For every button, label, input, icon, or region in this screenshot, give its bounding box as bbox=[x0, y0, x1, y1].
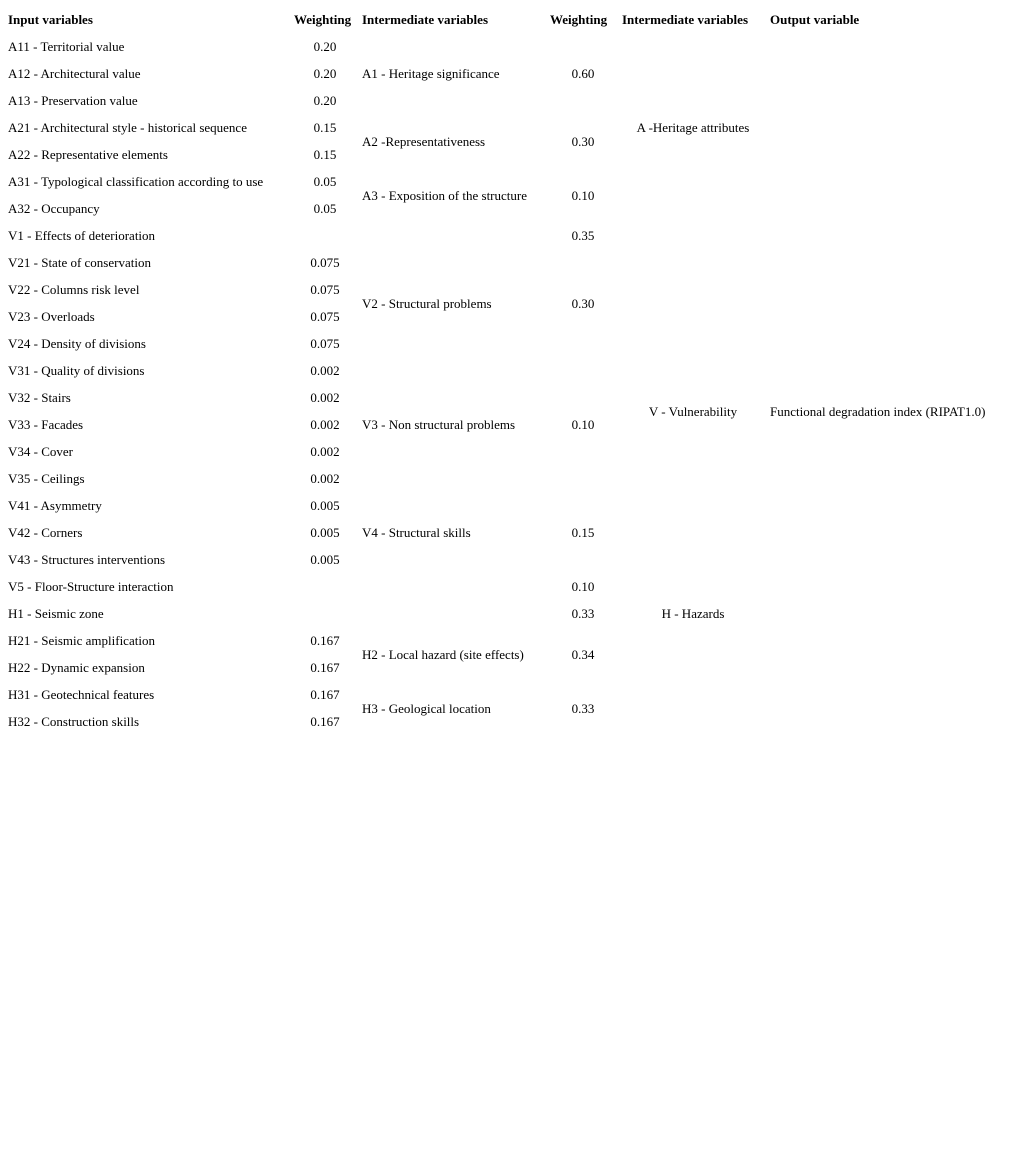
input-variable: V41 - Asymmetry bbox=[8, 498, 102, 513]
table-row bbox=[6, 223, 987, 248]
input-weight: 0.075 bbox=[310, 282, 340, 297]
input-variable: V5 - Floor-Structure interaction bbox=[8, 579, 174, 594]
input-weight bbox=[292, 601, 358, 626]
intermediate-weight: 0.10 bbox=[571, 187, 595, 203]
input-weight bbox=[292, 223, 358, 248]
input-weight bbox=[292, 574, 358, 599]
input-variable: H1 - Seismic zone bbox=[8, 606, 104, 621]
input-variable: A12 - Architectural value bbox=[8, 66, 141, 81]
input-variable: A22 - Representative elements bbox=[8, 147, 168, 162]
input-weight: 0.167 bbox=[310, 660, 340, 675]
intermediate-weight: 0.10 bbox=[571, 579, 595, 594]
input-weight: 0.002 bbox=[310, 363, 340, 378]
input-variable: V35 - Ceilings bbox=[8, 471, 85, 486]
ripat-weighting-table bbox=[4, 5, 989, 736]
input-weight: 0.002 bbox=[310, 471, 340, 486]
input-variable: V21 - State of conservation bbox=[8, 255, 151, 270]
intermediate-variable: H3 - Geological location bbox=[362, 700, 491, 716]
group-hazards: H - Hazards bbox=[661, 606, 725, 621]
input-variable: V1 - Effects of deterioration bbox=[8, 228, 156, 243]
intermediate-weight: 0.30 bbox=[571, 133, 595, 149]
intermediate-weight: 0.30 bbox=[571, 295, 595, 311]
input-weight: 0.20 bbox=[313, 66, 337, 81]
intermediate-weight: 0.33 bbox=[571, 606, 595, 621]
input-weight: 0.002 bbox=[310, 444, 340, 459]
input-variable: V32 - Stairs bbox=[8, 390, 71, 405]
input-weight: 0.167 bbox=[310, 687, 340, 702]
input-variable: A21 - Architectural style - historical sequence bbox=[8, 120, 247, 135]
header-input-variables: Input variables bbox=[8, 12, 93, 27]
input-variable: H32 - Construction skills bbox=[8, 714, 140, 729]
input-variable: V34 - Cover bbox=[8, 444, 73, 459]
input-variable: A32 - Occupancy bbox=[8, 201, 100, 216]
intermediate-variable bbox=[360, 223, 546, 248]
intermediate-variable: A1 - Heritage significance bbox=[362, 66, 500, 81]
input-weight: 0.005 bbox=[310, 525, 340, 540]
group-empty bbox=[620, 628, 766, 734]
intermediate-variable: V2 - Structural problems bbox=[362, 295, 492, 311]
input-weight: 0.005 bbox=[310, 498, 340, 513]
input-weight: 0.075 bbox=[310, 336, 340, 351]
input-weight: 0.002 bbox=[310, 417, 340, 432]
intermediate-variable: A2 -Representativeness bbox=[362, 133, 486, 149]
intermediate-variable: A3 - Exposition of the structure bbox=[362, 187, 527, 203]
input-weight: 0.20 bbox=[313, 93, 337, 108]
output-empty bbox=[768, 34, 987, 221]
header-intermediate-variables-2: Intermediate variables bbox=[622, 12, 749, 27]
input-weight: 0.05 bbox=[313, 174, 337, 189]
input-weight: 0.15 bbox=[313, 147, 337, 162]
input-variable: V22 - Columns risk level bbox=[8, 282, 140, 297]
intermediate-variable: V4 - Structural skills bbox=[362, 525, 471, 540]
intermediate-variable bbox=[360, 601, 546, 626]
input-variable: V23 - Overloads bbox=[8, 309, 95, 324]
table-row bbox=[6, 628, 987, 653]
input-variable: V43 - Structures interventions bbox=[8, 552, 166, 567]
input-weight: 0.167 bbox=[310, 714, 340, 729]
output-empty bbox=[768, 628, 987, 734]
input-weight: 0.167 bbox=[310, 633, 340, 648]
table-row bbox=[6, 34, 987, 59]
input-variable: A31 - Typological classification according to use bbox=[8, 174, 264, 189]
intermediate-variable: V3 - Non structural problems bbox=[362, 417, 516, 432]
intermediate-weight: 0.15 bbox=[571, 525, 595, 540]
input-variable: H22 - Dynamic expansion bbox=[8, 660, 145, 675]
input-variable: A13 - Preservation value bbox=[8, 93, 138, 108]
input-weight: 0.075 bbox=[310, 255, 340, 270]
table-row bbox=[6, 601, 987, 626]
input-variable: V24 - Density of divisions bbox=[8, 336, 146, 351]
input-weight: 0.075 bbox=[310, 309, 340, 324]
input-variable: A11 - Territorial value bbox=[8, 39, 125, 54]
intermediate-weight: 0.33 bbox=[571, 700, 595, 716]
header-weighting-1: Weighting bbox=[294, 12, 352, 27]
input-variable: V42 - Corners bbox=[8, 525, 83, 540]
input-variable: V33 - Facades bbox=[8, 417, 84, 432]
input-variable: V31 - Quality of divisions bbox=[8, 363, 145, 378]
intermediate-weight: 0.35 bbox=[571, 228, 595, 243]
header-intermediate-variables-1: Intermediate variables bbox=[362, 12, 489, 27]
intermediate-weight: 0.60 bbox=[571, 66, 595, 81]
header-output-variable: Output variable bbox=[770, 12, 860, 27]
group-heritage-attributes: A -Heritage attributes bbox=[636, 120, 750, 135]
input-weight: 0.002 bbox=[310, 390, 340, 405]
input-weight: 0.05 bbox=[313, 201, 337, 216]
intermediate-variable bbox=[360, 574, 546, 599]
header-weighting-2: Weighting bbox=[550, 12, 608, 27]
header-row bbox=[6, 7, 987, 32]
group-vulnerability: V - Vulnerability bbox=[648, 403, 738, 419]
input-variable: H21 - Seismic amplification bbox=[8, 633, 155, 648]
intermediate-weight: 0.10 bbox=[571, 417, 595, 432]
input-weight: 0.005 bbox=[310, 552, 340, 567]
output-variable: Functional degradation index (RIPAT1.0) bbox=[770, 403, 986, 419]
input-variable: H31 - Geotechnical features bbox=[8, 687, 155, 702]
intermediate-weight: 0.34 bbox=[571, 646, 595, 662]
intermediate-variable: H2 - Local hazard (site effects) bbox=[362, 646, 524, 662]
output-empty bbox=[768, 601, 987, 626]
input-weight: 0.15 bbox=[313, 120, 337, 135]
input-weight: 0.20 bbox=[313, 39, 337, 54]
